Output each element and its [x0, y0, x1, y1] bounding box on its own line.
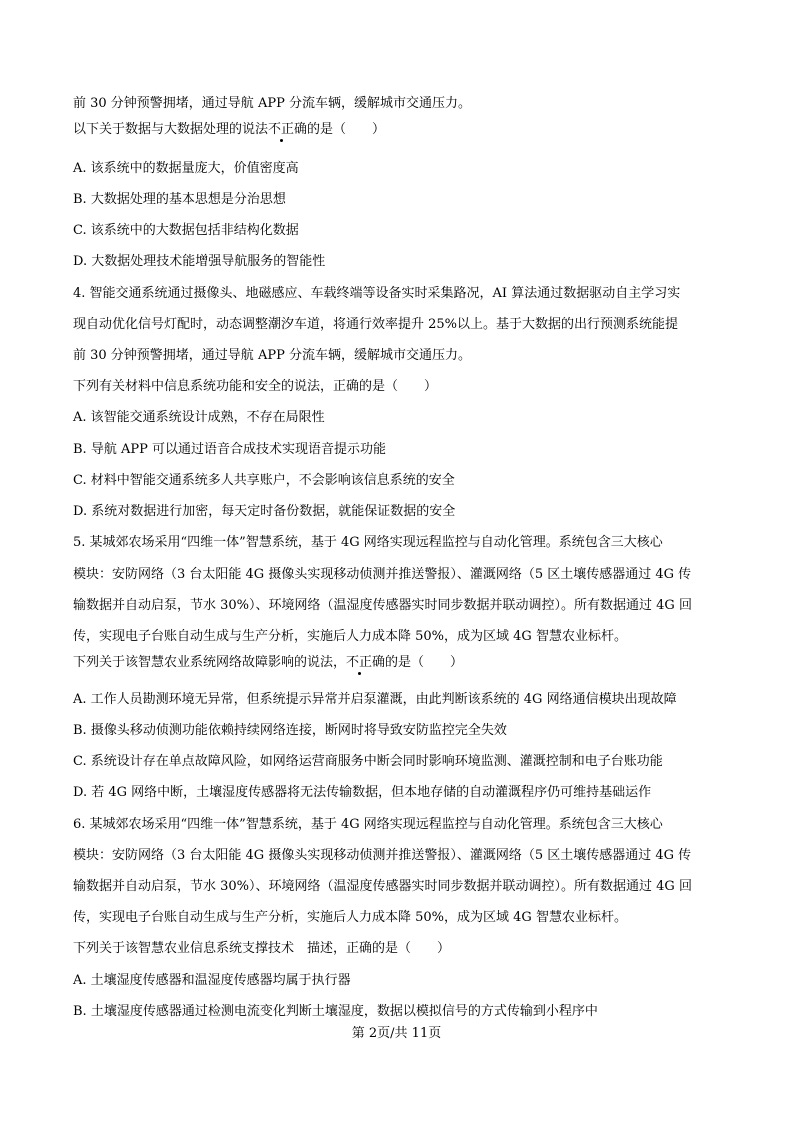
- q3-option-b: B. 大数据处理的基本思想是分治思想: [73, 192, 286, 207]
- q5-question-prefix: 下列关于该智慧农业系统网络故障影响的说法，: [73, 655, 347, 670]
- q5-stem-line-4: 传，实现电子台账自动生成与生产分析，实施后人力成本降 50%，成为区域 4G 智慧农业标杆。: [73, 629, 627, 644]
- q5-stem-line-2: 模块：安防网络（3 台太阳能 4G 摄像头实现移动侦测并推送警报）、灌溉网络（5 区土壤传感器通过 4G 传: [73, 567, 692, 582]
- q4-option-b: B. 导航 APP 可以通过语音合成技术实现语音提示功能: [73, 442, 386, 457]
- q5-stem-line-3: 输数据并自动启泵，节水 30%）、环境网络（温湿度传感器实时同步数据并联动调控）。所有数据通过 4G 回: [73, 598, 692, 613]
- q6-stem-line-2: 模块：安防网络（3 台太阳能 4G 摄像头实现移动侦测并推送警报）、灌溉网络（5 区土壤传感器通过 4G 传: [73, 848, 692, 863]
- q5-option-d: D. 若 4G 网络中断，土壤湿度传感器将无法传输数据，但本地存储的自动灌溉程序仍可维持基础运作: [73, 785, 652, 800]
- q3-emphasis-mark: 不正: [268, 122, 295, 137]
- q4-stem-line-2: 现自动优化信号灯配时，动态调整潮汐车道，将通行效率提升 25%以上。基于大数据的出行预测系统能提: [73, 317, 679, 332]
- q4-option-d: D. 系统对数据进行加密，每天定时备份数据，就能保证数据的安全: [73, 504, 456, 519]
- q6-stem-line-4: 传，实现电子台账自动生成与生产分析，实施后人力成本降 50%，成为区域 4G 智慧农业标杆。: [73, 910, 627, 925]
- q6-stem-line-1: 6. 某城郊农场采用“四维一体”智慧系统，基于 4G 网络实现远程监控与自动化管理。系统包含三大核心: [73, 817, 663, 832]
- q5-question-suffix: 确的是（ ）: [372, 655, 464, 670]
- q3-option-a: A. 该系统中的数据量庞大，价值密度高: [73, 161, 299, 176]
- q5-option-b: B. 摄像头移动侦测功能依赖持续网络连接，断网时将导致安防监控完全失效: [73, 723, 507, 738]
- q6-option-b: B. 土壤湿度传感器通过检测电流变化判断土壤湿度，数据以模拟信号的方式传输到小程序中: [73, 1004, 598, 1019]
- q3-option-d: D. 大数据处理技术能增强导航服务的智能性: [73, 254, 326, 269]
- q3-question-suffix: 确的是（ ）: [294, 122, 386, 137]
- q5-option-c: C. 系统设计存在单点故障风险，如网络运营商服务中断会同时影响环境监测、灌溉控制和电子台账功能: [73, 754, 663, 769]
- page-footer: 第 2页/共 11页: [351, 1026, 442, 1041]
- q5-option-a: A. 工作人员勘测环境无异常，但系统提示异常并启泵灌溉，由此判断该系统的 4G 网络通信模块出现故障: [73, 692, 677, 707]
- q6-option-a: A. 土壤湿度传感器和温湿度传感器均属于执行器: [73, 973, 351, 988]
- q6-stem-line-3: 输数据并自动启泵，节水 30%）、环境网络（温湿度传感器实时同步数据并联动调控）。所有数据通过 4G 回: [73, 879, 692, 894]
- q5-stem-line-1: 5. 某城郊农场采用“四维一体”智慧系统，基于 4G 网络实现远程监控与自动化管理。系统包含三大核心: [73, 535, 663, 550]
- q3-stem-tail: 前 30 分钟预警拥堵，通过导航 APP 分流车辆，缓解城市交通压力。: [73, 96, 471, 111]
- q3-option-c: C. 该系统中的大数据包括非结构化数据: [73, 223, 299, 238]
- q3-question: [73, 122, 723, 138]
- q4-option-a: A. 该智能交通系统设计成熟，不存在局限性: [73, 410, 325, 425]
- q3-question-prefix: 以下关于数据与大数据处理的说法: [73, 122, 269, 137]
- q4-question: 下列有关材料中信息系统功能和安全的说法，正确的是（ ）: [73, 379, 438, 394]
- q4-stem-line-1: 4. 智能交通系统通过摄像头、地磁感应、车载终端等设备实时采集路况，AI 算法通过数据驱动自主学习实: [73, 286, 681, 301]
- q6-question: 下列关于该智慧农业信息系统支撑技术 描述，正确的是（ ）: [73, 941, 451, 956]
- q5-emphasis-mark: 不正: [346, 655, 373, 670]
- q4-stem-line-3: 前 30 分钟预警拥堵，通过导航 APP 分流车辆，缓解城市交通压力。: [73, 348, 471, 363]
- q5-question: [73, 655, 723, 671]
- q4-option-c: C. 材料中智能交通系统多人共享账户，不会影响该信息系统的安全: [73, 473, 455, 488]
